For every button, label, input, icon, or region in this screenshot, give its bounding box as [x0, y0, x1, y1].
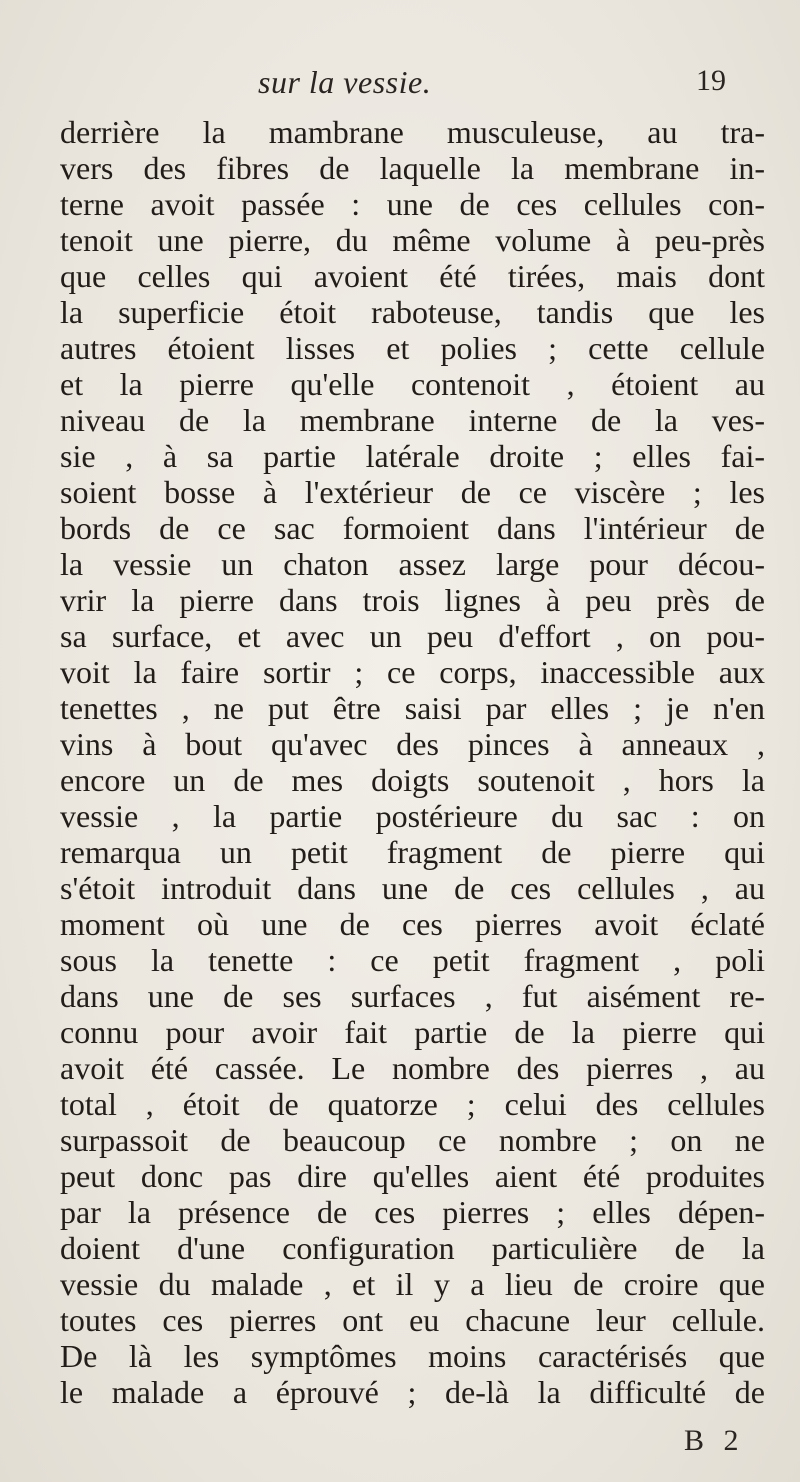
text-line: remarqua un petit fragment de pierre qui: [60, 834, 765, 870]
text-line: soient bosse à l'extérieur de ce viscère ; les: [60, 474, 765, 510]
text-line: la vessie un chaton assez large pour décou-: [60, 546, 765, 582]
text-line: le malade a éprouvé ; de-là la difficulté de: [60, 1374, 765, 1410]
text-line: encore un de mes doigts soutenoit , hors la: [60, 762, 765, 798]
text-line: doient d'une configuration particulière de la: [60, 1230, 765, 1266]
text-line: sa surface, et avec un peu d'effort , on pou-: [60, 618, 765, 654]
text-line: et la pierre qu'elle contenoit , étoient au: [60, 366, 765, 402]
text-line: que celles qui avoient été tirées, mais dont: [60, 258, 765, 294]
text-line: sie , à sa partie latérale droite ; elles fai-: [60, 438, 765, 474]
text-line: vers des fibres de laquelle la membrane in-: [60, 150, 765, 186]
text-line: niveau de la membrane interne de la ves-: [60, 402, 765, 438]
text-line: sous la tenette : ce petit fragment , poli: [60, 942, 765, 978]
text-line: autres étoient lisses et polies ; cette cellule: [60, 330, 765, 366]
text-line: vrir la pierre dans trois lignes à peu près de: [60, 582, 765, 618]
text-line: avoit été cassée. Le nombre des pierres , au: [60, 1050, 765, 1086]
running-title: sur la vessie.: [258, 64, 432, 100]
text-line: tenettes , ne put être saisi par elles ; je n'en: [60, 690, 765, 726]
text-line: vessie , la partie postérieure du sac : on: [60, 798, 765, 834]
text-line: tenoit une pierre, du même volume à peu-près: [60, 222, 765, 258]
page-number: 19: [696, 64, 726, 97]
text-line: vins à bout qu'avec des pinces à anneaux ,: [60, 726, 765, 762]
text-line: De là les symptômes moins caractérisés que: [60, 1338, 765, 1374]
text-line: moment où une de ces pierres avoit éclaté: [60, 906, 765, 942]
text-line: bords de ce sac formoient dans l'intérieur de: [60, 510, 765, 546]
text-line: surpassoit de beaucoup ce nombre ; on ne: [60, 1122, 765, 1158]
signature-mark: B 2: [684, 1424, 745, 1457]
text-line: vessie du malade , et il y a lieu de croire que: [60, 1266, 765, 1302]
text-line: terne avoit passée : une de ces cellules con-: [60, 186, 765, 222]
text-line: dans une de ses surfaces , fut aisément re-: [60, 978, 765, 1014]
text-line: total , étoit de quatorze ; celui des cellules: [60, 1086, 765, 1122]
text-line: connu pour avoir fait partie de la pierre qui: [60, 1014, 765, 1050]
text-line: toutes ces pierres ont eu chacune leur cellule.: [60, 1302, 765, 1338]
text-line: derrière la mambrane musculeuse, au tra-: [60, 114, 765, 150]
text-line: la superficie étoit raboteuse, tandis que les: [60, 294, 765, 330]
text-line: par la présence de ces pierres ; elles dépen-: [60, 1194, 765, 1230]
text-line: s'étoit introduit dans une de ces cellules , au: [60, 870, 765, 906]
text-line: peut donc pas dire qu'elles aient été produites: [60, 1158, 765, 1194]
text-line: voit la faire sortir ; ce corps, inaccessible aux: [60, 654, 765, 690]
